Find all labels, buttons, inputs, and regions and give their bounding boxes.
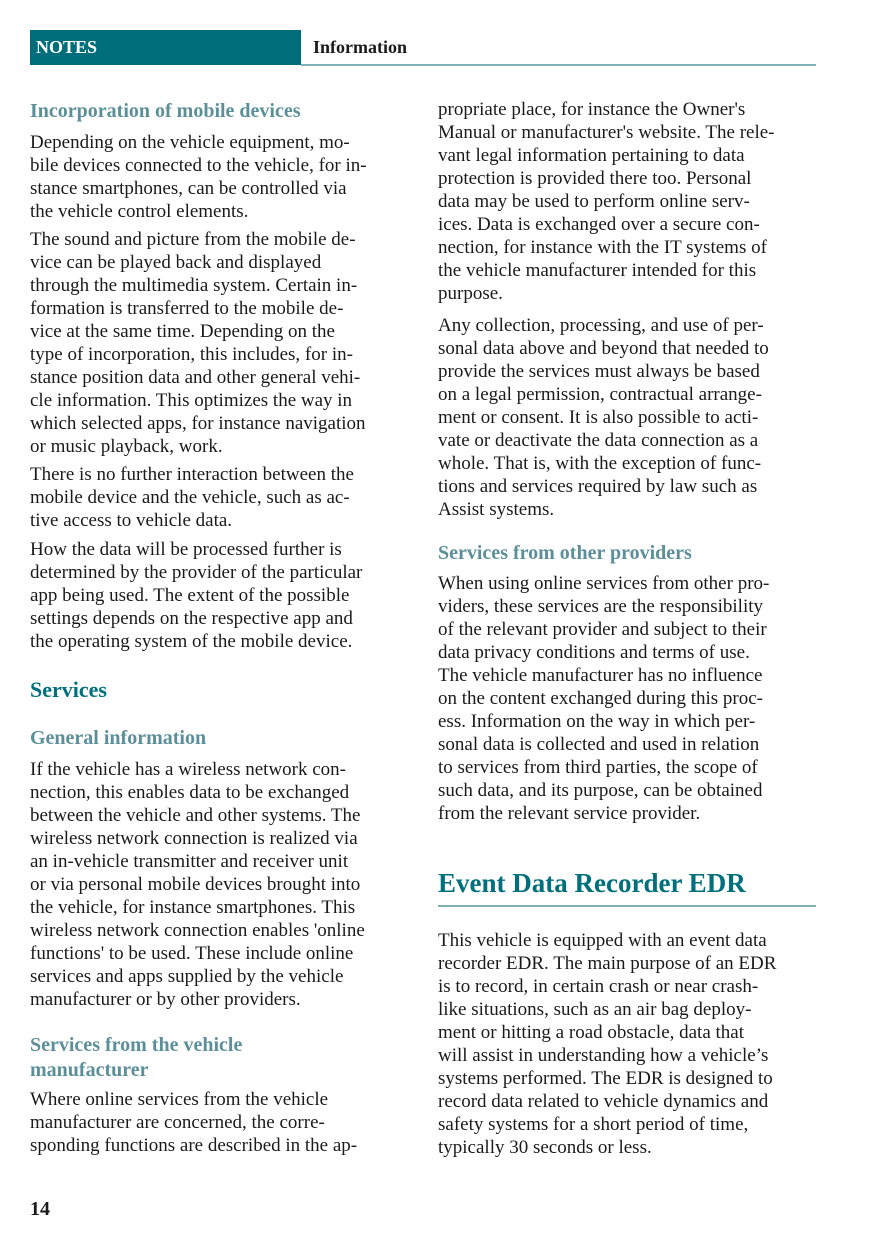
text-line: from the relevant service provider. bbox=[438, 803, 701, 824]
text-line: will assist in understanding how a vehicle’s bbox=[438, 1045, 769, 1066]
heading-services: Services bbox=[30, 677, 107, 702]
edr-heading-rule bbox=[438, 905, 816, 907]
text-line: or music playback, work. bbox=[30, 436, 223, 457]
paragraph bbox=[438, 98, 775, 305]
heading-general-information: General information bbox=[30, 727, 207, 749]
paragraph bbox=[438, 929, 776, 1159]
text-line: stance smartphones, can be controlled via bbox=[30, 178, 347, 199]
text-line: the vehicle control elements. bbox=[30, 201, 249, 222]
text-line: How the data will be processed further is bbox=[30, 539, 342, 560]
text-line: vant legal information pertaining to data bbox=[438, 145, 745, 166]
text-line: The vehicle manufacturer has no influence bbox=[438, 665, 763, 686]
text-line: If the vehicle has a wireless network con- bbox=[30, 759, 347, 780]
text-line: to services from third parties, the scope of bbox=[438, 757, 758, 778]
text-line: services and apps supplied by the vehicle bbox=[30, 966, 344, 987]
text-line: is to record, in certain crash or near crash- bbox=[438, 976, 759, 997]
text-line: app being used. The extent of the possible bbox=[30, 585, 350, 606]
text-line: bile devices connected to the vehicle, for in- bbox=[30, 155, 367, 176]
text-line: ess. Information on the way in which per- bbox=[438, 711, 756, 732]
heading-incorporation: Incorporation of mobile devices bbox=[30, 100, 301, 122]
text-line: typically 30 seconds or less. bbox=[438, 1137, 652, 1158]
text-line: tive access to vehicle data. bbox=[30, 510, 233, 531]
text-line: Where online services from the vehicle bbox=[30, 1089, 329, 1110]
text-line: tions and services required by law such as bbox=[438, 476, 758, 497]
text-line: wireless network connection is realized via bbox=[30, 828, 358, 849]
section-label: NOTES bbox=[36, 37, 98, 57]
text-line: vice can be played back and displayed bbox=[30, 252, 322, 273]
text-line: manufacturer are concerned, the corre- bbox=[30, 1112, 325, 1133]
chapter-title: Information bbox=[313, 37, 407, 57]
text-line: the operating system of the mobile device. bbox=[30, 631, 353, 652]
text-line: vice at the same time. Depending on the bbox=[30, 321, 335, 342]
text-line: nection, this enables data to be exchanged bbox=[30, 782, 350, 803]
text-line: provide the services must always be based bbox=[438, 361, 760, 382]
heading-line: Services from the vehicle bbox=[30, 1034, 243, 1056]
text-line: sonal data above and beyond that needed to bbox=[438, 338, 769, 359]
text-line: the vehicle, for instance smartphones. This bbox=[30, 897, 356, 918]
text-line: like situations, such as an air bag deploy- bbox=[438, 999, 752, 1020]
paragraph bbox=[30, 131, 367, 223]
text-line: stance position data and other general vehi- bbox=[30, 367, 361, 388]
heading-other-providers: Services from other providers bbox=[438, 542, 692, 564]
text-line: determined by the provider of the particular bbox=[30, 562, 363, 583]
text-line: ment or consent. It is also possible to acti- bbox=[438, 407, 759, 428]
section-tab-notes bbox=[30, 30, 301, 65]
text-line: cle information. This optimizes the way in bbox=[30, 390, 353, 411]
paragraph bbox=[30, 538, 362, 653]
text-line: formation is transferred to the mobile de- bbox=[30, 298, 344, 319]
text-line: vate or deactivate the data connection as a bbox=[438, 430, 759, 451]
text-line: Manual or manufacturer's website. The rele- bbox=[438, 122, 775, 143]
heading-vehicle-manufacturer bbox=[30, 1033, 242, 1083]
text-line: an in-vehicle transmitter and receiver unit bbox=[30, 851, 349, 872]
text-line: type of incorporation, this includes, for in- bbox=[30, 344, 353, 365]
text-line: recorder EDR. The main purpose of an EDR bbox=[438, 953, 777, 974]
text-line: There is no further interaction between the bbox=[30, 464, 354, 485]
header-rule bbox=[301, 64, 816, 66]
text-line: data may be used to perform online serv- bbox=[438, 191, 750, 212]
paragraph bbox=[438, 314, 769, 521]
text-line: protection is provided there too. Personal bbox=[438, 168, 752, 189]
text-line: systems performed. The EDR is designed to bbox=[438, 1068, 773, 1089]
text-line: ment or hitting a road obstacle, data that bbox=[438, 1022, 745, 1043]
text-line: Assist systems. bbox=[438, 499, 555, 520]
text-line: record data related to vehicle dynamics and bbox=[438, 1091, 769, 1112]
text-line: between the vehicle and other systems. The bbox=[30, 805, 361, 826]
paragraph bbox=[30, 463, 354, 532]
text-line: on a legal permission, contractual arrange- bbox=[438, 384, 762, 405]
text-line: on the content exchanged during this proc- bbox=[438, 688, 764, 709]
text-line: sponding functions are described in the ap- bbox=[30, 1135, 358, 1156]
text-line: safety systems for a short period of time, bbox=[438, 1114, 749, 1135]
page-number: 14 bbox=[30, 1198, 50, 1220]
text-line: nection, for instance with the IT systems of bbox=[438, 237, 767, 258]
text-line: viders, these services are the responsibility bbox=[438, 596, 764, 617]
text-line: wireless network connection enables 'online bbox=[30, 920, 365, 941]
text-line: the vehicle manufacturer intended for this bbox=[438, 260, 757, 281]
text-line: mobile device and the vehicle, such as ac- bbox=[30, 487, 350, 508]
text-line: This vehicle is equipped with an event data bbox=[438, 930, 767, 951]
paragraph bbox=[30, 1088, 357, 1157]
paragraph bbox=[30, 758, 365, 1011]
paragraph bbox=[438, 572, 769, 825]
text-line: functions' to be used. These include online bbox=[30, 943, 354, 964]
text-line: through the multimedia system. Certain in- bbox=[30, 275, 358, 296]
text-line: Depending on the vehicle equipment, mo- bbox=[30, 132, 350, 153]
text-line: When using online services from other pro- bbox=[438, 573, 770, 594]
text-line: such data, and its purpose, can be obtained bbox=[438, 780, 763, 801]
text-line: sonal data is collected and used in relation bbox=[438, 734, 760, 755]
text-line: of the relevant provider and subject to their bbox=[438, 619, 767, 640]
text-line: settings depends on the respective app and bbox=[30, 608, 353, 629]
text-line: whole. That is, with the exception of func- bbox=[438, 453, 762, 474]
text-line: data privacy conditions and terms of use. bbox=[438, 642, 750, 663]
text-line: or via personal mobile devices brought into bbox=[30, 874, 361, 895]
text-line: Any collection, processing, and use of per- bbox=[438, 315, 764, 336]
text-line: ices. Data is exchanged over a secure con- bbox=[438, 214, 760, 235]
text-line: The sound and picture from the mobile de- bbox=[30, 229, 356, 250]
text-line: propriate place, for instance the Owner's bbox=[438, 99, 746, 120]
heading-line: manufacturer bbox=[30, 1059, 149, 1081]
text-line: which selected apps, for instance navigation bbox=[30, 413, 366, 434]
heading-edr: Event Data Recorder EDR bbox=[438, 868, 746, 898]
paragraph bbox=[30, 228, 366, 458]
text-line: manufacturer or by other providers. bbox=[30, 989, 301, 1010]
text-line: purpose. bbox=[438, 283, 503, 304]
